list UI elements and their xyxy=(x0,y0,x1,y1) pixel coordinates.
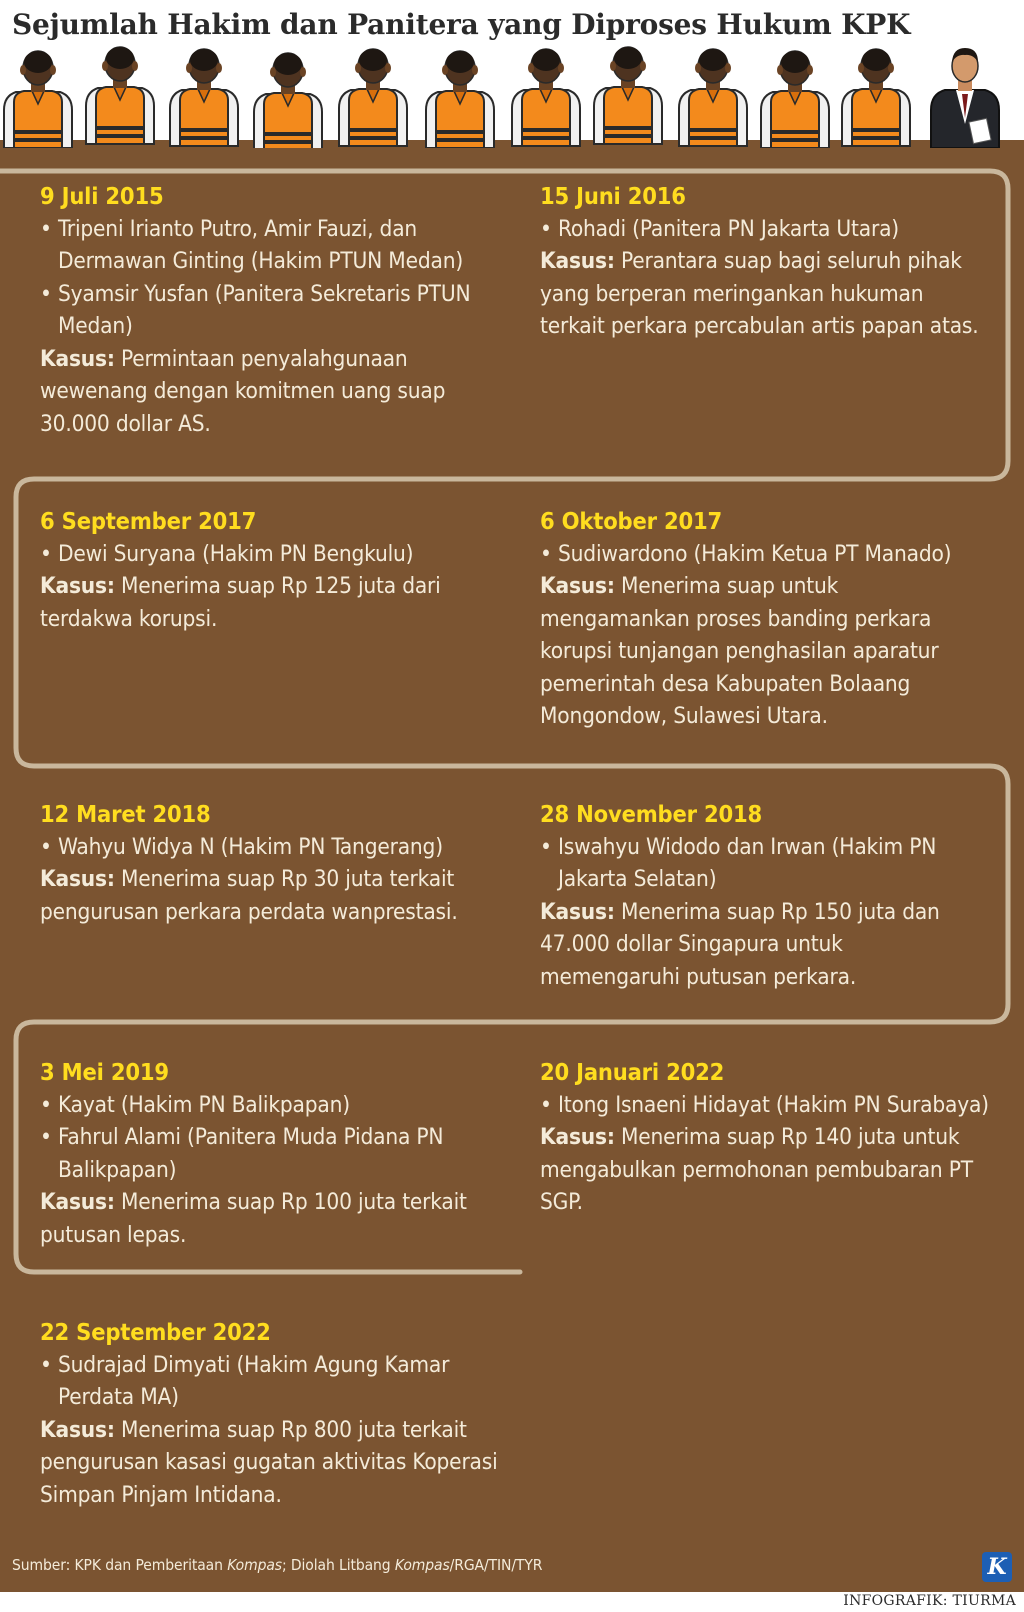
case-label: Kasus: xyxy=(540,248,615,274)
detainee-figure-icon xyxy=(679,49,747,146)
case-label: Kasus: xyxy=(40,1416,115,1443)
detainee-figure-icon xyxy=(426,51,494,148)
case-text: Menerima suap Rp 30 juta terkait pengurusan perkara perdata wanprestasi. xyxy=(40,866,458,925)
case-description xyxy=(40,863,510,928)
case-entry xyxy=(40,1056,510,1251)
person-item: • Tripeni Irianto Putro, Amir Fauzi, dan Dermawan Ginting (Hakim PTUN Medan) xyxy=(40,213,500,278)
case-entry xyxy=(540,1056,990,1219)
case-label: Kasus: xyxy=(40,345,115,372)
footer xyxy=(0,1552,1024,1612)
detainee-figure-icon xyxy=(512,49,580,146)
case-label: Kasus: xyxy=(40,1189,115,1215)
case-date: 3 Mei 2019 xyxy=(40,1058,169,1086)
person-item: • Wahyu Widya N (Hakim PN Tangerang) xyxy=(40,831,510,864)
person-item: • Sudrajad Dimyati (Hakim Agung Kamar Perdata MA) xyxy=(40,1349,510,1414)
source-note: Sumber: KPK dan Pemberitaan Kompas; Diolah Litbang Kompas/RGA/TIN/TYR xyxy=(12,1556,543,1574)
case-date: 6 Oktober 2017 xyxy=(540,507,723,535)
case-label: Kasus: xyxy=(540,573,615,599)
case-text: Menerima suap Rp 800 juta terkait pengurusan kasasi gugatan aktivitas Koperasi Simpan Pinjam Intidana. xyxy=(40,1416,498,1508)
case-text: Perantara suap bagi seluruh pihak yang berperan meringankan hukuman terkait perkara percabulan artis papan atas. xyxy=(540,248,979,339)
case-label: Kasus: xyxy=(40,573,115,599)
person-item: • Itong Isnaeni Hidayat (Hakim PN Surabaya) xyxy=(540,1089,990,1122)
case-description xyxy=(540,245,990,343)
kompas-logo-icon: K xyxy=(982,1552,1012,1582)
infographic-credit: INFOGRAFIK: TIURMA xyxy=(843,1593,1016,1609)
case-date: 20 Januari 2022 xyxy=(540,1058,725,1086)
case-date: 28 November 2018 xyxy=(540,800,763,828)
case-date: 12 Maret 2018 xyxy=(40,800,211,828)
person-item: • Kayat (Hakim PN Balikpapan) xyxy=(40,1089,510,1122)
case-entry xyxy=(40,798,510,928)
case-entry xyxy=(540,505,980,733)
case-entry xyxy=(540,180,990,343)
header xyxy=(0,0,1024,150)
case-text: Menerima suap Rp 140 juta untuk mengabulkan permohonan pembubaran PT SGP. xyxy=(540,1124,973,1215)
figures-illustration xyxy=(0,44,1024,150)
case-entry xyxy=(40,1316,510,1511)
case-description xyxy=(40,343,500,441)
detainee-figure-icon xyxy=(594,47,662,144)
case-description xyxy=(40,1186,510,1251)
case-text: Menerima suap Rp 125 juta dari terdakwa korupsi. xyxy=(40,573,441,632)
detainee-figure-icon xyxy=(170,49,238,146)
case-date: 22 September 2022 xyxy=(40,1318,271,1346)
case-label: Kasus: xyxy=(540,898,615,925)
case-description xyxy=(540,1121,990,1219)
case-date: 15 Juni 2016 xyxy=(540,182,686,210)
case-label: Kasus: xyxy=(540,1124,615,1150)
detainee-figure-icon xyxy=(4,51,72,148)
timeline-panel xyxy=(0,148,1024,1552)
credit-bar xyxy=(0,1592,1024,1612)
case-date: 6 September 2017 xyxy=(40,507,257,535)
person-item: • Syamsir Yusfan (Panitera Sekretaris PTUN Medan) xyxy=(40,278,500,343)
detainee-figure-icon xyxy=(254,53,322,150)
detainee-figure-icon xyxy=(86,47,154,144)
official-figure-icon xyxy=(931,48,999,148)
case-text: Menerima suap Rp 150 juta dan 47.000 dollar Singapura untuk memengaruhi putusan perkara. xyxy=(540,898,940,990)
detainee-figure-icon xyxy=(339,49,407,146)
page-title: Sejumlah Hakim dan Panitera yang Diproses Hukum KPK xyxy=(12,8,911,41)
person-item: • Fahrul Alami (Panitera Muda Pidana PN Balikpapan) xyxy=(40,1121,510,1186)
person-item: • Sudiwardono (Hakim Ketua PT Manado) xyxy=(540,538,980,571)
case-label: Kasus: xyxy=(40,866,115,892)
person-item: • Dewi Suryana (Hakim PN Bengkulu) xyxy=(40,538,500,571)
case-description xyxy=(540,896,940,994)
case-text: Permintaan penyalahgunaan wewenang dengan komitmen uang suap 30.000 dollar AS. xyxy=(40,345,446,437)
case-entry xyxy=(40,180,500,440)
case-entry xyxy=(540,798,940,993)
case-text: Menerima suap untuk mengamankan proses banding perkara korupsi tunjangan penghasilan aparatur pemerintah desa Kabupaten Bolaang Mongondow, Sulawesi Utara. xyxy=(540,573,939,729)
person-item: • Iswahyu Widodo dan Irwan (Hakim PN Jakarta Selatan) xyxy=(540,831,940,896)
case-description xyxy=(40,570,500,635)
case-text: Menerima suap Rp 100 juta terkait putusan lepas. xyxy=(40,1189,467,1248)
person-item: • Rohadi (Panitera PN Jakarta Utara) xyxy=(540,213,990,246)
detainee-figure-icon xyxy=(761,51,829,148)
case-date: 9 Juli 2015 xyxy=(40,182,164,210)
case-entry xyxy=(40,505,500,635)
case-description xyxy=(40,1414,510,1512)
case-description xyxy=(540,570,980,733)
detainee-figure-icon xyxy=(842,49,910,146)
